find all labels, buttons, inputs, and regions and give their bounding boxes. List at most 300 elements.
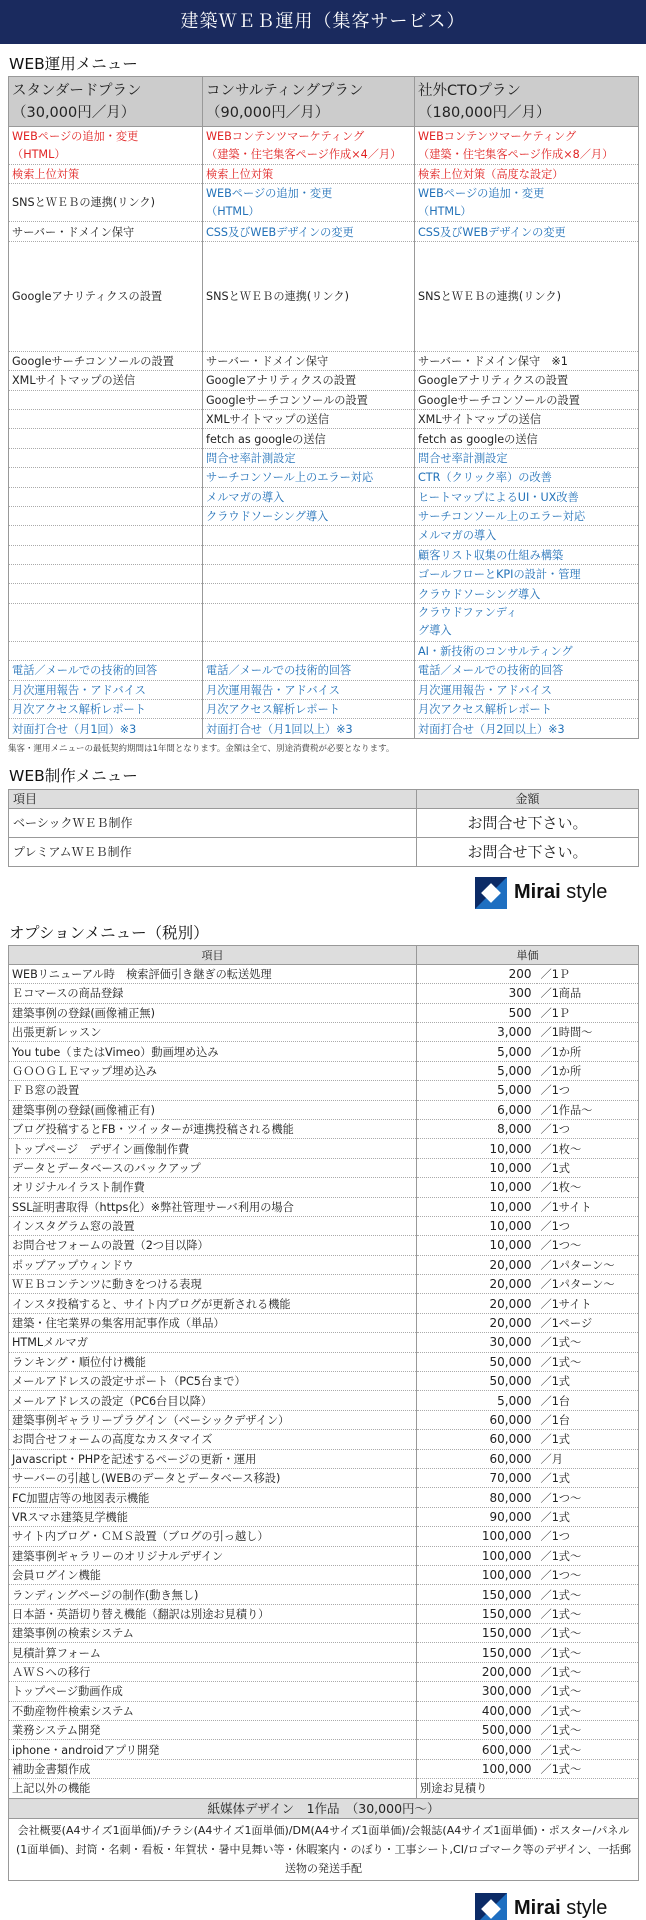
plan-feature-cell: XMLサイトマップの送信 [9,371,203,390]
plan-feature-cell: CSS及びWEBデザインの変更 [203,222,415,241]
plan-feature-cell: WEBコンテンツマーケティング （建築・住宅集客ページ作成×8／月） [415,127,639,165]
plan-feature-row [9,603,639,641]
table-row [9,808,639,837]
plan-feature-cell: WEBページの追加・変更 （HTML） [415,184,639,222]
production-price: お問合せ下さい。 [417,837,639,866]
option-item: インスタ投稿すると、サイト内ブログが更新される機能 [9,1294,417,1313]
plan-feature-row [9,184,639,222]
plan-feature-row [9,409,639,428]
table-row [9,1779,639,1798]
plan-feature-cell: CTR（クリック率）の改善 [415,468,639,487]
logo-brand-bold: Mirai [514,1896,561,1919]
option-item: お問合せフォームの設置（2つ目以降） [9,1236,417,1255]
option-unit: ／1枚～ [537,1178,639,1197]
option-item: ランディングページの制作(動き無し) [9,1585,417,1604]
plan-feature-cell [9,487,203,506]
plan-feature-cell: サーバー・ドメイン保守 [9,222,203,241]
plans-section-title: WEB運用メニュー [9,55,138,73]
table-row [9,1022,639,1041]
table-row [9,1255,639,1274]
option-item: ポップアップウィンドウ [9,1255,417,1274]
option-item: 不動産物件検索システム [9,1701,417,1720]
plan-feature-cell [203,603,415,641]
plan-name: コンサルティングプラン [206,83,364,99]
plan-feature-cell: XMLサイトマップの送信 [203,409,415,428]
plan-feature-cell: 顧客リスト収集の仕組み構築 [415,545,639,564]
plan-header-cto [415,77,639,127]
option-unit: ／1式 [537,1507,639,1526]
plan-feature-cell: WEBコンテンツマーケティング （建築・住宅集客ページ作成×4／月） [203,127,415,165]
option-unit: ／1か所 [537,1042,639,1061]
table-row [9,1236,639,1255]
plan-feature-row [9,390,639,409]
table-row [9,1430,639,1449]
option-amount: 70,000 [417,1468,537,1487]
page-banner: 建築ＷＥＢ運用（集客サービス） [0,0,646,44]
plan-feature-cell: Googleサーチコンソールの設置 [415,390,639,409]
plan-feature-row [9,526,639,545]
table-row [9,1604,639,1623]
option-amount: 8,000 [417,1119,537,1138]
option-item: 建築事例の検索システム [9,1624,417,1643]
option-amount: 6,000 [417,1100,537,1119]
option-unit: ／1式～ [537,1662,639,1681]
option-unit: ／1パターン～ [537,1255,639,1274]
option-unit: ／1式 [537,1158,639,1177]
plans-table [8,76,639,739]
option-item: トップページ動画作成 [9,1682,417,1701]
option-amount: 150,000 [417,1643,537,1662]
plan-feature-cell: 月次運用報告・アドバイス [203,680,415,699]
option-unit: ／1式～ [537,1721,639,1740]
option-amount: 300 [417,984,537,1003]
option-unit: ／1パターン～ [537,1275,639,1294]
table-row [9,1527,639,1546]
plan-feature-cell [9,429,203,448]
production-price: お問合せ下さい。 [417,808,639,837]
production-item: プレミアムＷＥＢ制作 [9,837,417,866]
table-row [9,1391,639,1410]
plan-feature-cell: メルマガの導入 [415,526,639,545]
logo-mark-icon [475,1893,507,1920]
table-row [9,1449,639,1468]
plan-feature-row [9,468,639,487]
option-unit: ／1つ [537,1119,639,1138]
plan-feature-cell [203,565,415,584]
option-item: 日本語・英語切り替え機能（翻訳は別途お見積り） [9,1604,417,1623]
plan-feature-cell [9,565,203,584]
table-row [9,964,639,983]
option-amount: 3,000 [417,1022,537,1041]
plan-feature-cell: AI・新技術のコンサルティング [415,641,639,660]
option-amount: 90,000 [417,1507,537,1526]
option-item: iphone・androidアプリ開発 [9,1740,417,1759]
table-row [9,1585,639,1604]
plan-feature-cell: 対面打合せ（月2回以上）※3 [415,719,639,738]
plans-note: 集客・運用メニューの最低契約期間は1年間となります。金額は全て、別途消費税が必要となります。 [8,743,395,754]
option-amount: 20,000 [417,1255,537,1274]
option-amount: 10,000 [417,1158,537,1177]
paper-design-header [9,1798,639,1818]
table-row [9,1119,639,1138]
option-item: 出張更新レッスン [9,1022,417,1041]
table-row [9,1682,639,1701]
option-amount: 80,000 [417,1488,537,1507]
option-item: 建築・住宅業界の集客用記事作成（単品） [9,1313,417,1332]
option-item: ブログ投稿するとFB・ツイッターが連携投稿される機能 [9,1119,417,1138]
option-amount: 150,000 [417,1624,537,1643]
table-row [9,1081,639,1100]
plan-feature-cell: 電話／メールでの技術的回答 [9,661,203,680]
plan-feature-row [9,584,639,603]
plan-feature-cell: 問合せ率計測設定 [203,448,415,467]
option-unit: ／1式～ [537,1333,639,1352]
plan-feature-cell: 電話／メールでの技術的回答 [415,661,639,680]
paper-design-title: 紙媒体デザイン 1作品 （30,000円～） [9,1798,639,1818]
plan-feature-row [9,719,639,738]
option-item: Ｅコマースの商品登録 [9,984,417,1003]
option-item: 建築事例の登録(画像補正無) [9,1003,417,1022]
web-production-header-row [9,789,639,808]
option-amount: 5,000 [417,1061,537,1080]
plan-feature-cell [9,603,203,641]
option-item: 業務システム開発 [9,1721,417,1740]
option-unit: ／1式～ [537,1643,639,1662]
table-row [9,1197,639,1216]
table-row [9,1721,639,1740]
option-unit: ／1つ [537,1527,639,1546]
option-amount: 10,000 [417,1236,537,1255]
logo-text [514,1897,607,1920]
option-unit: ／1サイト [537,1197,639,1216]
option-amount: 100,000 [417,1759,537,1778]
option-unit: ／1ページ [537,1313,639,1332]
plan-feature-cell: サーチコンソール上のエラー対応 [203,468,415,487]
plan-feature-cell: 月次アクセス解析レポート [415,700,639,719]
table-row [9,1546,639,1565]
table-row [9,1216,639,1235]
option-item: インスタグラム窓の設置 [9,1216,417,1235]
production-item: ベーシックＷＥＢ制作 [9,808,417,837]
table-row [9,1178,639,1197]
table-row [9,1662,639,1681]
option-unit: ／1つ [537,1216,639,1235]
option-item: FC加盟店等の地図表示機能 [9,1488,417,1507]
option-item: VRスマホ建築見学機能 [9,1507,417,1526]
option-item: トップページ デザイン画像制作費 [9,1139,417,1158]
option-item: お問合せフォームの高度なカスタマイズ [9,1430,417,1449]
plan-feature-cell: fetch as googleの送信 [415,429,639,448]
plan-feature-row [9,506,639,525]
option-amount: 10,000 [417,1216,537,1235]
option-item: HTMLメルマガ [9,1333,417,1352]
plan-name: 社外CTOプラン [418,83,521,99]
option-item: データとデータベースのバックアップ [9,1158,417,1177]
option-item: 補助金書類作成 [9,1759,417,1778]
option-unit: ／1Ｐ [537,964,639,983]
plan-feature-cell: Googleサーチコンソールの設置 [203,390,415,409]
plan-feature-cell: ゴールフローとKPIの設計・管理 [415,565,639,584]
plan-feature-cell: WEBページの追加・変更 （HTML） [9,127,203,165]
table-row [9,1624,639,1643]
plan-feature-cell: 検索上位対策（高度な設定） [415,165,639,184]
option-unit: ／1式 [537,1430,639,1449]
option-unit: ／1つ～ [537,1565,639,1584]
option-unit: ／1式 [537,1468,639,1487]
plan-feature-row [9,641,639,660]
plan-feature-cell [203,641,415,660]
brand-logo-footer [0,1881,646,1920]
paper-design-text: 会社概要(A4サイズ1面単価)/チラシ(A4サイズ1面単価)/DM(A4サイズ1面単価)/会報誌(A4サイズ1面単価)・ポスター/パネル(1面単価)、封筒・名刺・看板・年賀状・暑中見舞い等・休暇案内・のぼり・工事シート,CI/ロゴマーク等のデザイン、一括郵送物の発送手配 [9,1818,639,1880]
table-row [9,1352,639,1371]
option-unit: ／1式～ [537,1604,639,1623]
table-row [9,1061,639,1080]
table-row [9,1759,639,1778]
table-row [9,1740,639,1759]
option-amount: 20,000 [417,1294,537,1313]
option-amount: 400,000 [417,1701,537,1720]
option-unit: ／1式～ [537,1546,639,1565]
plan-feature-cell: 電話／メールでの技術的回答 [203,661,415,680]
option-amount: 600,000 [417,1740,537,1759]
plan-feature-row [9,429,639,448]
plan-feature-cell: 月次運用報告・アドバイス [9,680,203,699]
option-unit: ／1式～ [537,1624,639,1643]
plan-feature-cell: サーチコンソール上のエラー対応 [415,506,639,525]
option-unit: ／1台 [537,1410,639,1429]
plan-feature-row [9,661,639,680]
plan-feature-cell: 検索上位対策 [9,165,203,184]
header-unit-price: 単価 [417,945,639,964]
option-unit: ／1台 [537,1391,639,1410]
option-item: サーバーの引越し(WEBのデータとデータベース移設) [9,1468,417,1487]
option-item: Javascript・PHPを記述するページの更新・運用 [9,1449,417,1468]
plan-feature-cell [9,526,203,545]
web-production-title: WEB制作メニュー [9,766,138,785]
plan-feature-cell: SNSとＷＥＢの連携(リンク) [203,241,415,351]
brand-logo [0,867,646,919]
option-item: You tube（またはVimeo）動画埋め込み [9,1042,417,1061]
option-unit: ／1つ [537,1081,639,1100]
plan-feature-row [9,127,639,165]
option-amount: 200,000 [417,1662,537,1681]
option-item: ＡＷＳへの移行 [9,1662,417,1681]
option-amount: 50,000 [417,1372,537,1391]
option-amount: 500 [417,1003,537,1022]
option-amount: 200 [417,964,537,983]
plan-price: （180,000円／月） [418,105,551,121]
option-item: 見積計算フォーム [9,1643,417,1662]
option-unit: ／1か所 [537,1061,639,1080]
plan-feature-cell: XMLサイトマップの送信 [415,409,639,428]
table-row [9,1488,639,1507]
table-row [9,1701,639,1720]
plan-feature-row [9,351,639,370]
option-amount: 100,000 [417,1565,537,1584]
plan-price: （30,000円／月） [12,105,136,121]
header-item: 項目 [9,945,417,964]
plan-feature-row [9,487,639,506]
plan-feature-row [9,700,639,719]
plan-feature-cell: メルマガの導入 [203,487,415,506]
option-amount: 300,000 [417,1682,537,1701]
option-amount: 10,000 [417,1139,537,1158]
option-item: ランキング・順位付け機能 [9,1352,417,1371]
option-amount: 100,000 [417,1527,537,1546]
plan-feature-cell: 対面打合せ（月1回）※3 [9,719,203,738]
logo-mark-icon [475,877,507,909]
option-unit: ／1式～ [537,1701,639,1720]
option-unit: ／1つ～ [537,1236,639,1255]
option-unit: ／1商品 [537,984,639,1003]
plan-feature-cell: Googleアナリティクスの設置 [9,241,203,351]
plan-feature-cell [9,584,203,603]
option-amount: 60,000 [417,1449,537,1468]
plan-feature-cell: CSS及びWEBデザインの変更 [415,222,639,241]
option-item: ＧＯＯＧＬＥマップ埋め込み [9,1061,417,1080]
table-row [9,1333,639,1352]
plan-header-consulting [203,77,415,127]
plans-header-row [9,77,639,127]
option-unit: ／1つ～ [537,1488,639,1507]
plan-feature-cell [203,545,415,564]
option-unit: ／1時間～ [537,1022,639,1041]
options-title: オプションメニュー（税別） [9,923,209,942]
plan-feature-cell [9,468,203,487]
option-unit: ／1式 [537,1372,639,1391]
plan-feature-cell: WEBページの追加・変更 （HTML） [203,184,415,222]
logo-brand-light: style [560,1896,608,1919]
option-amount: 5,000 [417,1391,537,1410]
table-row [9,837,639,866]
option-item: 建築事例ギャラリープラグイン（ベーシックデザイン） [9,1410,417,1429]
plan-feature-row [9,165,639,184]
plan-feature-cell [203,584,415,603]
option-unit: ／1式～ [537,1682,639,1701]
plan-feature-cell: クラウドファンディ グ導入 [415,603,639,641]
plan-feature-cell: サーバー・ドメイン保守 ※1 [415,351,639,370]
option-item: メールアドレスの設定サポート（PC5台まで） [9,1372,417,1391]
plan-feature-cell: SNSとＷＥＢの連携(リンク) [415,241,639,351]
table-row [9,984,639,1003]
option-unit: ／1作品～ [537,1100,639,1119]
option-amount: 500,000 [417,1721,537,1740]
option-unit: ／月 [537,1449,639,1468]
plan-feature-row [9,222,639,241]
table-row [9,1410,639,1429]
option-item: 建築事例ギャラリーのオリジナルデザイン [9,1546,417,1565]
table-row [9,1507,639,1526]
plans-body [9,127,639,739]
plan-feature-row [9,565,639,584]
plan-feature-cell [9,545,203,564]
plan-feature-cell: 月次アクセス解析レポート [9,700,203,719]
option-item: ＦＢ窓の設置 [9,1081,417,1100]
web-production-table [8,789,639,867]
plan-feature-cell: Googleアナリティクスの設置 [415,371,639,390]
plan-feature-row [9,680,639,699]
table-row [9,1294,639,1313]
option-amount: 100,000 [417,1546,537,1565]
options-body [9,964,639,1778]
plan-feature-cell: 検索上位対策 [203,165,415,184]
option-item: SSL証明書取得（https化）※弊社管理サーバ利用の場合 [9,1197,417,1216]
plan-feature-cell: 問合せ率計測設定 [415,448,639,467]
plan-feature-cell: 月次運用報告・アドバイス [415,680,639,699]
plan-feature-cell [9,506,203,525]
table-row [9,1313,639,1332]
options-table [8,945,639,1881]
plan-feature-cell [9,641,203,660]
table-row [9,1275,639,1294]
option-item: 上記以外の機能 [9,1779,417,1798]
option-unit: ／1Ｐ [537,1003,639,1022]
option-amount: 5,000 [417,1081,537,1100]
option-amount: 150,000 [417,1585,537,1604]
option-item: メールアドレスの設定（PC6台目以降） [9,1391,417,1410]
plan-feature-cell: クラウドソーシング導入 [203,506,415,525]
plan-feature-cell: SNSとＷＥＢの連携(リンク) [9,184,203,222]
option-unit: ／1式～ [537,1740,639,1759]
paper-design-details [9,1818,639,1880]
option-item: 建築事例の登録(画像補正有) [9,1100,417,1119]
option-amount: 150,000 [417,1604,537,1623]
plan-feature-cell: fetch as googleの送信 [203,429,415,448]
header-price: 金額 [417,789,639,808]
plan-feature-row [9,448,639,467]
plan-feature-cell: 月次アクセス解析レポート [203,700,415,719]
table-row [9,1643,639,1662]
option-amount: 10,000 [417,1197,537,1216]
logo-text [514,881,607,904]
option-unit: ／1式～ [537,1585,639,1604]
option-item: ＷＥＢコンテンツに動きをつける表現 [9,1275,417,1294]
plan-feature-cell: Googleサーチコンソールの設置 [9,351,203,370]
option-amount: 5,000 [417,1042,537,1061]
option-item: 会員ログイン機能 [9,1565,417,1584]
option-unit: ／1式～ [537,1352,639,1371]
plan-name: スタンダードプラン [12,83,142,99]
logo-brand-bold: Mirai [514,880,561,903]
option-amount: 60,000 [417,1410,537,1429]
table-row [9,1003,639,1022]
plan-feature-cell [9,448,203,467]
option-item: サイト内ブログ・ＣＭＳ設置（ブログの引っ越し） [9,1527,417,1546]
table-row [9,1468,639,1487]
option-unit: ／1枚～ [537,1139,639,1158]
plan-feature-cell: ヒートマップによるUI・UX改善 [415,487,639,506]
plan-feature-cell: サーバー・ドメイン保守 [203,351,415,370]
logo-brand-light: style [560,880,608,903]
plan-header-standard [9,77,203,127]
table-row [9,1042,639,1061]
plan-price: （90,000円／月） [206,105,330,121]
plan-feature-row [9,241,639,351]
option-amount: 60,000 [417,1430,537,1449]
table-row [9,1565,639,1584]
table-row [9,1100,639,1119]
option-item: オリジナルイラスト制作費 [9,1178,417,1197]
option-amount: 30,000 [417,1333,537,1352]
option-amount: 20,000 [417,1313,537,1332]
option-price: 別途お見積り [417,1779,639,1798]
table-row [9,1158,639,1177]
plan-feature-cell [9,409,203,428]
table-row [9,1372,639,1391]
option-unit: ／1サイト [537,1294,639,1313]
option-unit: ／1式～ [537,1759,639,1778]
option-amount: 10,000 [417,1178,537,1197]
